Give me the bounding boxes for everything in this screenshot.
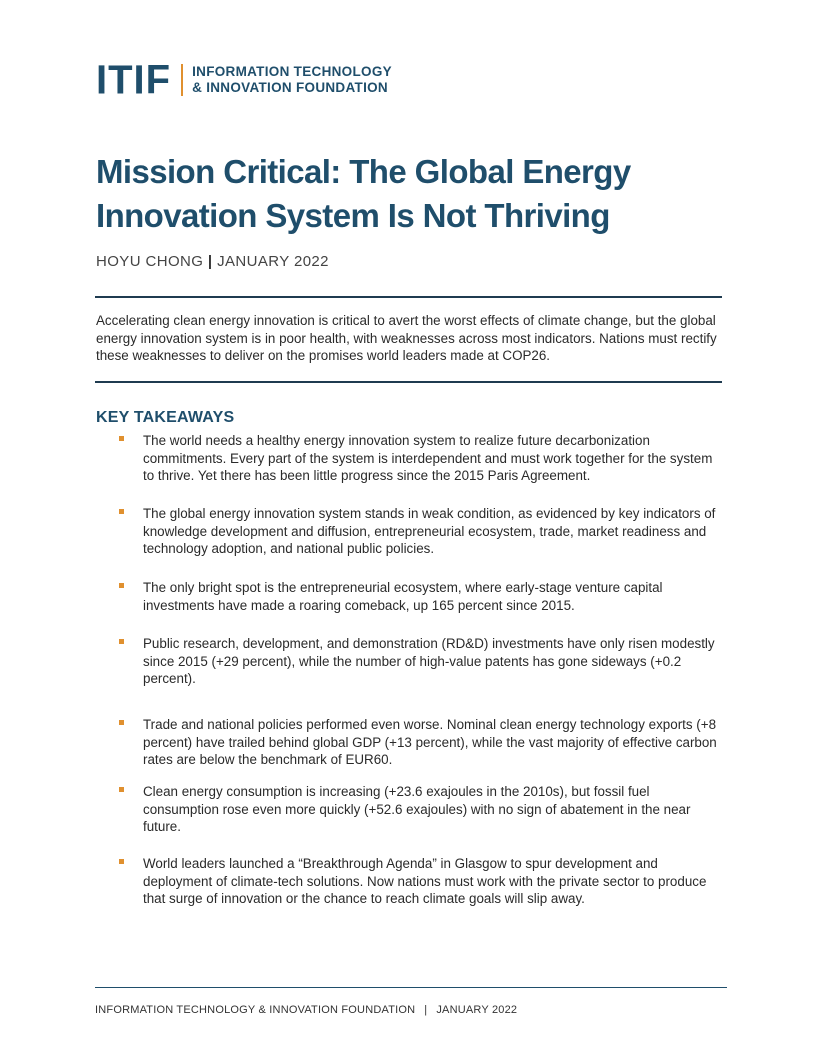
logo-divider <box>181 64 183 96</box>
footer-rule <box>95 987 727 988</box>
list-item-text: Trade and national policies performed even worse. Nominal clean energy technology exports (+8 percent) have trailed behind global GDP (+13 percent), while the vast majority of effective carbon rates are below the benchmark of EUR60. <box>143 717 717 767</box>
list-item-text: Public research, development, and demonstration (RD&D) investments have only risen modestly since 2015 (+29 percent), while the number of high-value patents has gone sideways (+0.2 percent). <box>143 636 715 686</box>
logo-line-2: & INNOVATION FOUNDATION <box>192 80 388 95</box>
itif-logo <box>96 57 392 103</box>
bullet-square-icon <box>119 583 124 588</box>
bullet-square-icon <box>119 787 124 792</box>
page-title: Mission Critical: The Global Energy Innovation System Is Not Thriving <box>96 153 631 234</box>
list-item-text: Clean energy consumption is increasing (+23.6 exajoules in the 2010s), but fossil fuel consumption rose even more quickly (+52.6 exajoules) with no sign of abatement in the near future. <box>143 784 691 834</box>
bullet-square-icon <box>119 720 124 725</box>
author-name: HOYU CHONG <box>96 253 204 270</box>
logo-wordmark <box>192 64 392 96</box>
byline-separator: | <box>207 253 213 270</box>
bullet-square-icon <box>119 639 124 644</box>
bullet-square-icon <box>119 436 124 441</box>
footer-org: INFORMATION TECHNOLOGY & INNOVATION FOUNDATION <box>95 1004 416 1016</box>
list-item-text: The only bright spot is the entrepreneurial ecosystem, where early-stage venture capital investments have made a roaring comeback, up 165 percent since 2015. <box>143 580 663 613</box>
list-item-text: World leaders launched a “Breakthrough Agenda” in Glasgow to spur development and deployment of climate-tech solutions. Now nations must work with the private sector to produce that surge of innovation or the chance to reach climate goals will slip away. <box>143 856 707 906</box>
page-footer <box>95 1004 517 1016</box>
list-item-text: The global energy innovation system stands in weak condition, as evidenced by key indicators of knowledge development and diffusion, entrepreneurial ecosystem, trade, market readiness and technology adoption, and national public policies. <box>143 506 716 556</box>
footer-date: JANUARY 2022 <box>436 1004 518 1016</box>
bullet-square-icon <box>119 509 124 514</box>
logo-line-1: INFORMATION TECHNOLOGY <box>192 64 392 79</box>
bullet-square-icon <box>119 859 124 864</box>
abstract-bottom-rule <box>95 381 722 383</box>
footer-separator: | <box>424 1004 428 1016</box>
abstract-text: Accelerating clean energy innovation is critical to avert the worst effects of climate change, but the global energy innovation system is in poor health, with weaknesses across most indicators. Nations must rectify these weaknesses to deliver on the promises world leaders made at COP26. <box>96 313 717 363</box>
abstract-top-rule <box>95 296 722 298</box>
key-takeaways-heading: KEY TAKEAWAYS <box>96 409 235 426</box>
publication-date: JANUARY 2022 <box>217 253 329 270</box>
byline <box>96 253 329 270</box>
list-item-text: The world needs a healthy energy innovation system to realize future decarbonization commitments. Every part of the system is interdependent and must work together for the system to thrive. Yet there has been little progress since the 2015 Paris Agreement. <box>143 433 713 483</box>
logo-mark: ITIF <box>96 57 172 103</box>
